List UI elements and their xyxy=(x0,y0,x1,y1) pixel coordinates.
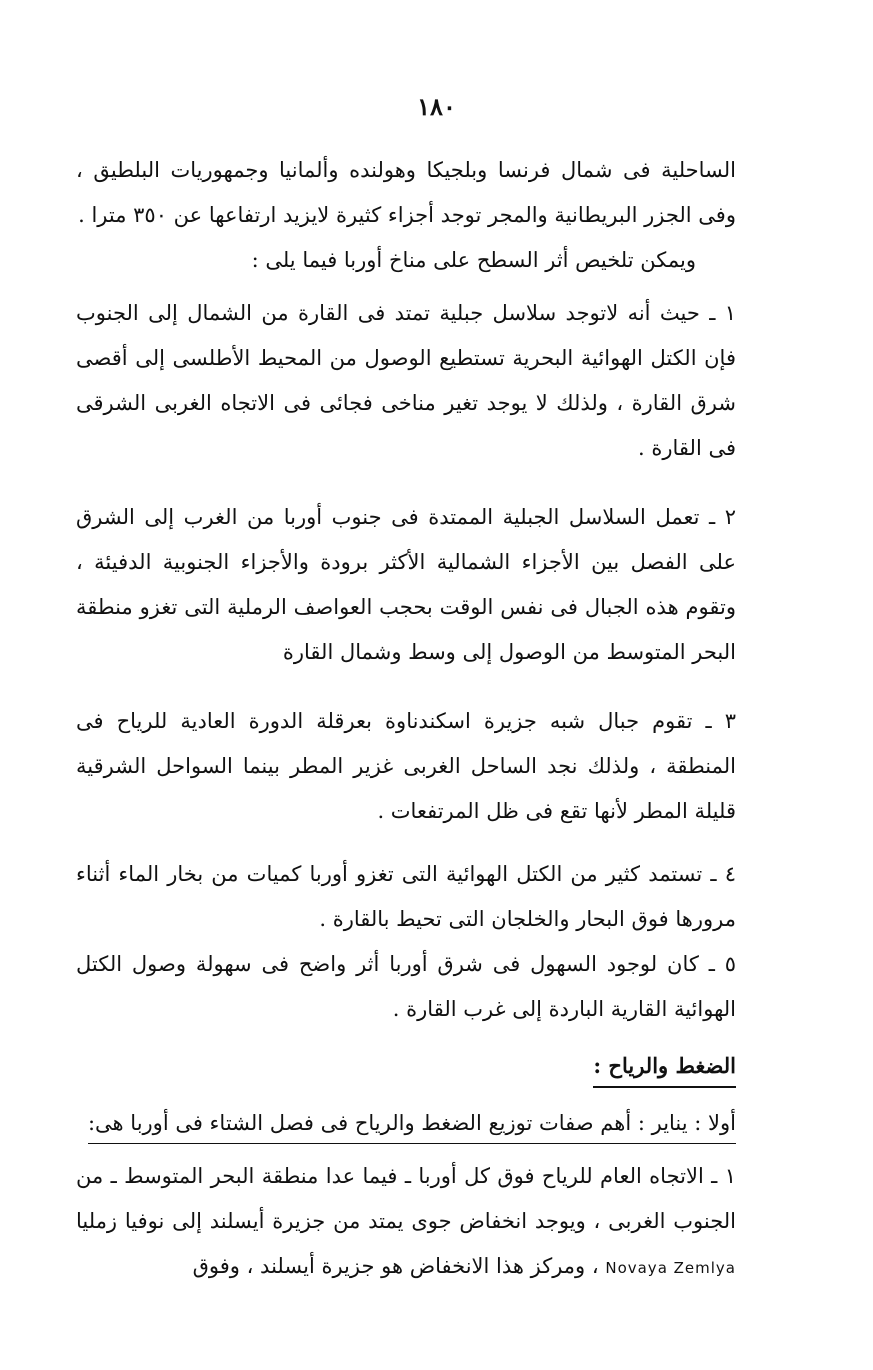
list-item-4: ٤ ـ تستمد كثير من الكتل الهوائية التى تغزو أوربا كميات من بخار الماء أثناء مرورها فوق البحار والخلجان التى تحيط بالقارة . xyxy=(76,862,736,931)
page-number: ١٨٠ xyxy=(417,92,456,121)
list-item-2: ٢ ـ تعمل السلاسل الجبلية الممتدة فى جنوب أوربا من الغرب إلى الشرق على الفصل بين الأجزاء الشمالية الأكثر برودة والأجزاء الجنوبية الدفيئة ، وتقوم هذه الجبال فى نفس الوقت بحجب العواصف الرملية التى تغزو منطقة البحر المتوسط من الوصول إلى وسط وشمال القارة xyxy=(76,505,736,664)
list-item-5: ٥ ـ كان لوجود السهول فى شرق أوربا أثر واضح فى سهولة وصول الكتل الهوائية القارية الباردة إلى غرب القارة . xyxy=(76,952,736,1021)
winter-item-1-text-start: ١ ـ الاتجاه العام للرياح فوق كل أوربا ـ فيما عدا منطقة البحر المتوسط ـ من الجنوب الغربى ، ويوجد انخفاض جوى يمتد من جزيرة أيسلند إلى نوفيا زمليا xyxy=(76,1164,736,1233)
paragraph-summary-lead: ويمكن تلخيص أثر السطح على مناخ أوربا فيما يلى : xyxy=(251,248,696,272)
page-body xyxy=(76,148,736,1291)
paragraph-intro: الساحلية فى شمال فرنسا وبلجيكا وهولنده وألمانيا وجمهوريات البلطيق ، وفى الجزر البريطانية والمجر توجد أجزاء كثيرة لايزيد ارتفاعها عن ٣٥٠ مترا . xyxy=(76,158,736,227)
subsection-heading: أولا : يناير : أهم صفات توزيع الضغط والرياح فى فصل الشتاء فى أوربا هى: xyxy=(88,1103,736,1144)
subsection-heading-wrap xyxy=(76,1101,736,1146)
winter-item-1-text-end: ، ومركز هذا الانخفاض هو جزيرة أيسلند ، وفوق xyxy=(192,1254,599,1278)
list-item-3: ٣ ـ تقوم جبال شبه جزيرة اسكندناوة بعرقلة الدورة العادية للرياح فى المنطقة ، ولذلك نجد الساحل الغربى غزير المطر بينما السواحل الشرقية قليلة المطر لأنها تقع فى ظل المرتفعات . xyxy=(76,709,736,823)
winter-item-1 xyxy=(76,1154,736,1291)
list-item-1: ١ ـ حيث أنه لاتوجد سلاسل جبلية تمتد فى القارة من الشمال إلى الجنوب فإن الكتل الهوائية البحرية تستطيع الوصول من المحيط الأطلسى إلى أقصى شرق القارة ، ولذلك لا يوجد تغير مناخى فجائى فى الاتجاه الغربى الشرقى فى القارة . xyxy=(76,301,736,460)
section-heading: الضغط والرياح : xyxy=(593,1046,736,1088)
section-heading-wrap xyxy=(76,1032,736,1089)
latin-place-name: Novaya Zemlya xyxy=(605,1259,736,1277)
